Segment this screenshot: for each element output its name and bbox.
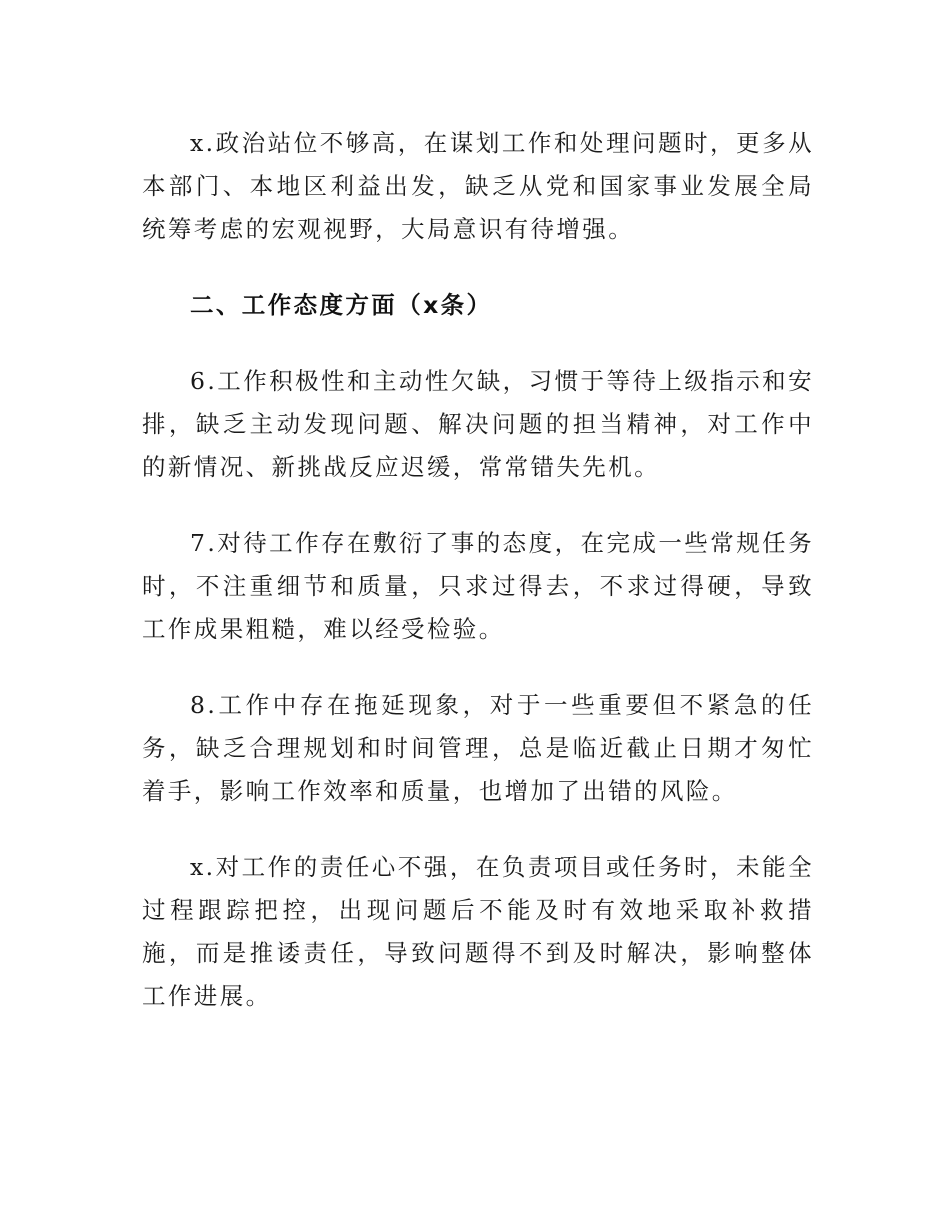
section-heading-work-attitude: 二、工作态度方面（x条） <box>190 291 493 319</box>
paragraph-item-x-responsibility: x.对工作的责任心不强，在负责项目或任务时，未能全过程跟踪把控，出现问题后不能及时有效地采取补救措施，而是推诿责任，导致问题得不到及时解决，影响整体工作进展。 <box>142 853 814 1010</box>
paragraph-item-7: 7.对待工作存在敷衍了事的态度，在完成一些常规任务时，不注重细节和质量，只求过得去，不求过得硬，导致工作成果粗糙，难以经受检验。 <box>142 529 814 643</box>
paragraph-item-8: 8.工作中存在拖延现象，对于一些重要但不紧急的任务，缺乏合理规划和时间管理，总是临近截止日期才匆忙着手，影响工作效率和质量，也增加了出错的风险。 <box>142 691 814 805</box>
document-body <box>142 122 814 1051</box>
paragraph-political-stance: x.政治站位不够高，在谋划工作和处理问题时，更多从本部门、本地区利益出发，缺乏从党和国家事业发展全局统筹考虑的宏观视野，大局意识有待增强。 <box>142 129 814 243</box>
paragraph-item-6: 6.工作积极性和主动性欠缺，习惯于等待上级指示和安排，缺乏主动发现问题、解决问题的担当精神，对工作中的新情况、新挑战反应迟缓，常常错失先机。 <box>142 367 814 481</box>
